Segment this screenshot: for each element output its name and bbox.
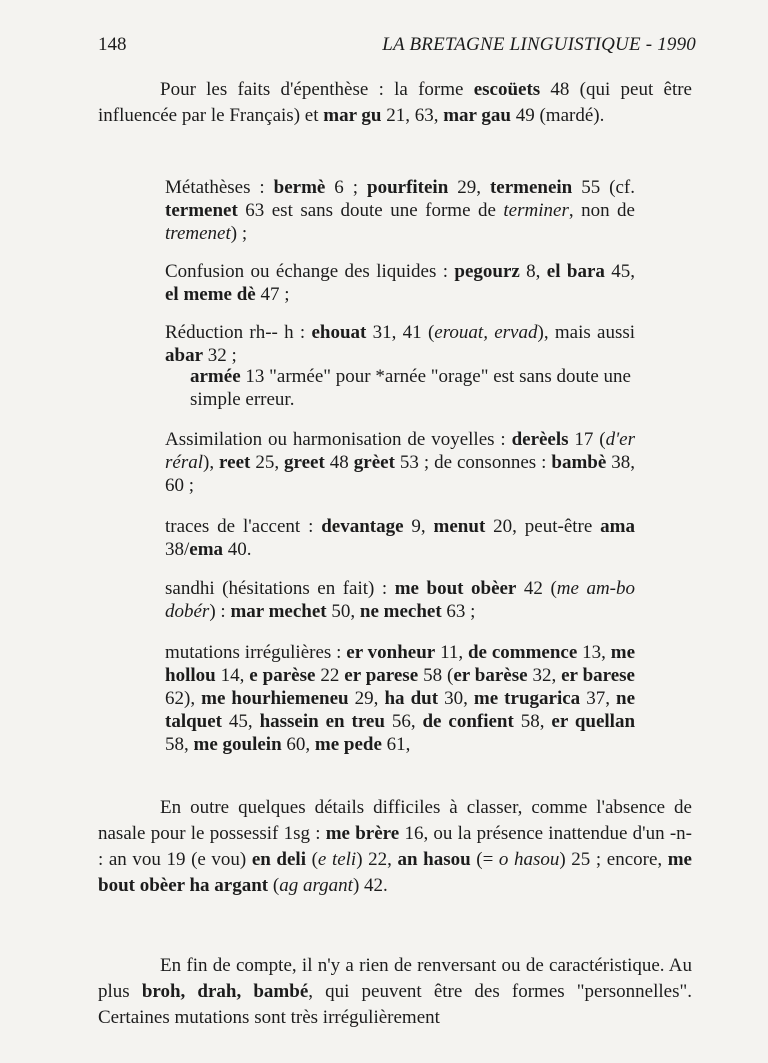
paragraph-epenthese: Pour les faits d'épenthèse : la forme escoüets 48 (qui peut être influencée par le Français) et mar gu 21, 63, mar gau 49 (mardé). <box>98 79 692 126</box>
item-confusion: Confusion ou échange des liquides : pegourz 8, el bara 45, el meme dè 47 ; <box>165 261 635 305</box>
running-title: LA BRETAGNE LINGUISTIQUE - 1990 <box>382 34 696 55</box>
item-mutations: mutations irrégulières : er vonheur 11, de commence 13, me hollou 14, e parèse 22 er parese 58 (er barèse 32, er barese 62), me hourhiemeneu 29, ha dut 30, me trugarica 37, ne talquet 45, hassein en treu 56, de confient 58, er quellan 58, me goulein 60, me pede 61, <box>165 642 636 755</box>
item-armee: armée 13 "armée" pour *arnée "orage" est sans doute une simple erreur. <box>190 366 631 410</box>
item-sandhi: sandhi (hésitations en fait) : me bout obèer 42 (me am-bo dobér) : mar mechet 50, ne mechet 63 ; <box>165 578 635 622</box>
page-header <box>98 34 696 58</box>
paragraph-en-fin: En fin de compte, il n'y a rien de renversant ou de caractéristique. Au plus broh, drah, bambé, qui peuvent être des formes "personnelles". Certaines mutations sont très irrégulièrement <box>98 955 693 1028</box>
page-number: 148 <box>98 34 127 55</box>
item-reduction: Réduction rh-- h : ehouat 31, 41 (erouat, ervad), mais aussi abar 32 ; <box>165 322 636 366</box>
item-metatheses: Métathèses : bermè 6 ; pourfitein 29, termenein 55 (cf. termenet 63 est sans doute une forme de terminer, non de tremenet) ; <box>165 177 635 244</box>
paragraph-en-outre: En outre quelques détails difficiles à classer, comme l'absence de nasale pour le possessif 1sg : me brère 16, ou la présence inattendue d'un -n- : an vou 19 (e vou) en deli (e teli) 22, an hasou (= o hasou) 25 ; encore, me bout obèer ha argant (ag argant) 42. <box>98 797 692 896</box>
item-assimilation: Assimilation ou harmonisation de voyelles : derèels 17 (d'er réral), reet 25, greet 48 grèet 53 ; de consonnes : bambè 38, 60 ; <box>165 429 635 496</box>
item-traces-accent: traces de l'accent : devantage 9, menut 20, peut-être ama 38/ema 40. <box>165 516 635 560</box>
